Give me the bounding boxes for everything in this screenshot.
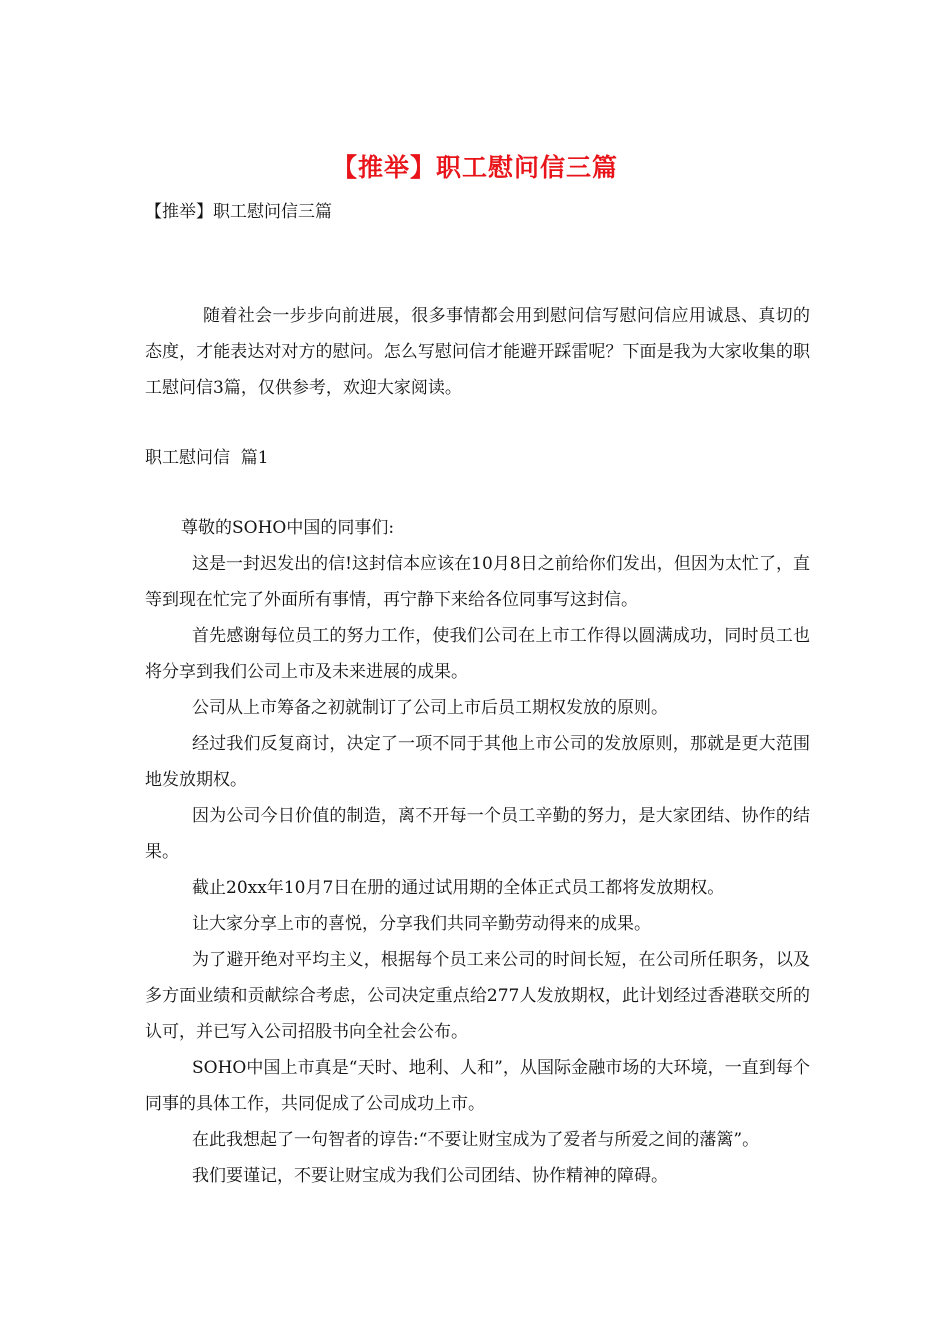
letter-salutation: 尊敬的SOHO中国的同事们: — [181, 518, 395, 538]
letter-paragraph: 这是一封迟发出的信!这封信本应该在10月8日之前给你们发出，但因为太忙了，直等到现在忙完了外面所有事情，再宁静下来给各位同事写这封信。 — [145, 554, 810, 610]
letter-body — [145, 510, 810, 1194]
section-heading: 职工慰问信 篇1 — [145, 448, 269, 468]
letter-paragraph: 我们要谨记，不要让财宝成为我们公司团结、协作精神的障碍。 — [192, 1166, 668, 1186]
document-subtitle: 【推举】职工慰问信三篇 — [145, 202, 332, 222]
letter-paragraph: 让大家分享上市的喜悦，分享我们共同辛勤劳动得来的成果。 — [192, 914, 651, 934]
intro-paragraph: 随着社会一步步向前进展，很多事情都会用到慰问信写慰问信应用诚恳、真切的态度，才能表达对对方的慰问。怎么写慰问信才能避开踩雷呢？下面是我为大家收集的职工慰问信3篇，仅供参考，欢迎大家阅读。 — [145, 306, 810, 398]
letter-paragraph: 在此我想起了一句智者的谆告:“不要让财宝成为了爱者与所爱之间的藩篱”。 — [192, 1130, 760, 1150]
letter-paragraph: 公司从上市筹备之初就制订了公司上市后员工期权发放的原则。 — [192, 698, 668, 718]
letter-paragraph: 为了避开绝对平均主义，根据每个员工来公司的时间长短，在公司所任职务，以及多方面业绩和贡献综合考虑，公司决定重点给277人发放期权，此计划经过香港联交所的认可，并已写入公司招股书向全社会公布。 — [145, 950, 810, 1042]
letter-paragraph: 截止20xx年10月7日在册的通过试用期的全体正式员工都将发放期权。 — [192, 878, 725, 898]
letter-paragraph: SOHO中国上市真是“天时、地利、人和”，从国际金融市场的大环境，一直到每个同事的具体工作，共同促成了公司成功上市。 — [145, 1058, 810, 1114]
letter-paragraph: 经过我们反复商讨，决定了一项不同于其他上市公司的发放原则，那就是更大范围地发放期权。 — [145, 734, 810, 790]
letter-paragraph: 因为公司今日价值的制造，离不开每一个员工辛勤的努力，是大家团结、协作的结果。 — [145, 806, 810, 862]
letter-paragraph: 首先感谢每位员工的努力工作，使我们公司在上市工作得以圆满成功，同时员工也将分享到我们公司上市及未来进展的成果。 — [145, 626, 810, 682]
document-title: 【推举】职工慰问信三篇 — [331, 153, 618, 182]
